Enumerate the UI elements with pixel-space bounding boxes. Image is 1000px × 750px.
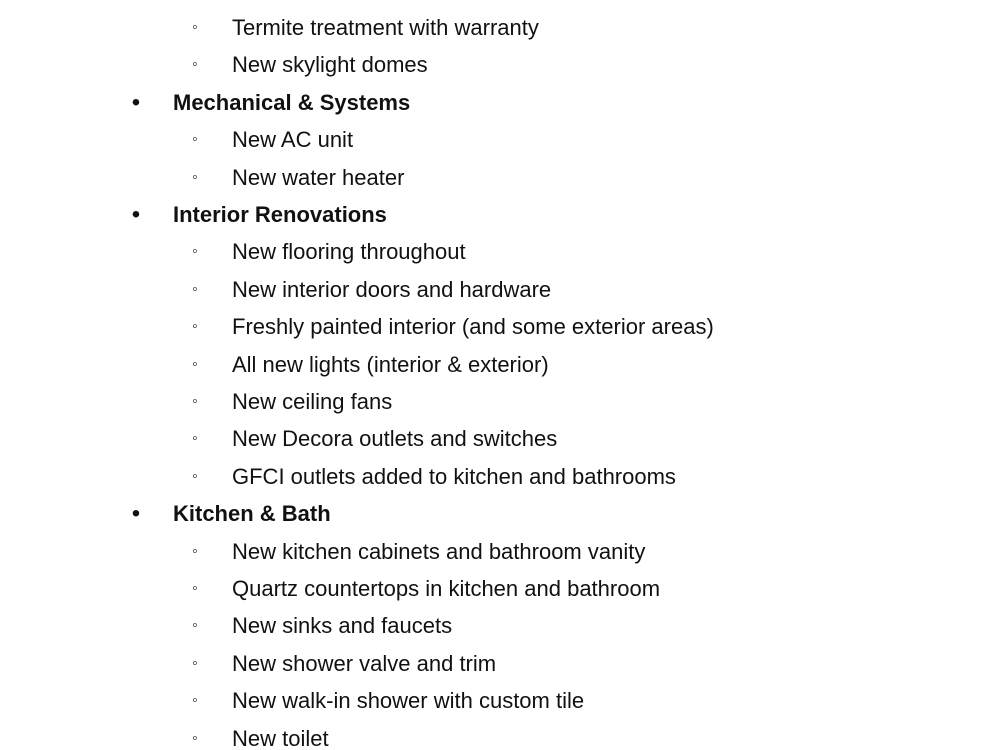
hollow-bullet-icon: ◦: [192, 56, 198, 74]
list-item: [0, 570, 1000, 607]
list-item-text: New ceiling fans: [232, 389, 393, 414]
list-item-text: Termite treatment with warranty: [232, 15, 539, 40]
list-item-text: New Decora outlets and switches: [232, 426, 558, 452]
list-item-text: GFCI outlets added to kitchen and bathrooms: [232, 463, 676, 489]
hollow-bullet-icon: ◦: [192, 168, 198, 186]
bullet-icon: •: [131, 88, 141, 116]
section-heading: [0, 84, 1000, 121]
hollow-bullet-icon: ◦: [192, 243, 198, 261]
bullet-icon: •: [131, 500, 141, 528]
list-item-text: New flooring throughout: [232, 239, 466, 265]
hollow-bullet-icon: ◦: [192, 654, 198, 672]
list-item: [0, 233, 1000, 270]
hollow-bullet-icon: ◦: [192, 692, 198, 710]
list-item-text: New sinks and faucets: [232, 613, 453, 639]
bullet-icon: •: [131, 201, 141, 228]
list-item: [0, 420, 1000, 457]
list-item-text: New walk-in shower with custom tile: [232, 688, 585, 714]
hollow-bullet-icon: ◦: [192, 580, 198, 597]
hollow-bullet-icon: ◦: [192, 617, 198, 635]
list-item: [0, 682, 1000, 719]
list-item: [0, 308, 1000, 345]
list-item-text: New AC unit: [232, 127, 354, 153]
list-item: [0, 46, 1000, 83]
list-item-text: New shower valve and trim: [232, 650, 497, 676]
list-item: [0, 533, 1000, 570]
section-heading: [0, 495, 1000, 532]
list-item: [0, 159, 1000, 196]
list-item: [0, 9, 1000, 46]
list-item-text: New toilet: [232, 725, 329, 750]
hollow-bullet-icon: ◦: [192, 280, 198, 298]
list-item-text: New skylight domes: [232, 52, 428, 78]
list-item-text: Quartz countertops in kitchen and bathroom: [232, 576, 661, 601]
hollow-bullet-icon: ◦: [192, 131, 198, 149]
section-heading: [0, 196, 1000, 233]
list-item-text: All new lights (interior & exterior): [232, 351, 549, 377]
list-item: [0, 458, 1000, 495]
list-item: [0, 121, 1000, 158]
hollow-bullet-icon: ◦: [192, 318, 198, 336]
section-heading-text: Mechanical & Systems: [173, 89, 411, 115]
hollow-bullet-icon: ◦: [192, 729, 198, 747]
list-item: [0, 383, 1000, 420]
list-item: [0, 271, 1000, 308]
hollow-bullet-icon: ◦: [192, 542, 198, 560]
list-item: [0, 720, 1000, 750]
hollow-bullet-icon: ◦: [192, 355, 198, 373]
list-item-text: New interior doors and hardware: [232, 276, 552, 302]
list-item: [0, 645, 1000, 682]
list-item: [0, 607, 1000, 644]
hollow-bullet-icon: ◦: [192, 430, 198, 448]
list-item-text: New kitchen cabinets and bathroom vanity: [232, 538, 646, 564]
list-item-text: Freshly painted interior (and some exterior areas): [232, 314, 714, 340]
hollow-bullet-icon: ◦: [192, 19, 198, 36]
section-heading-text: Interior Renovations: [173, 202, 387, 227]
list-item: [0, 346, 1000, 383]
list-item-text: New water heater: [232, 164, 405, 190]
hollow-bullet-icon: ◦: [192, 467, 198, 485]
section-heading-text: Kitchen & Bath: [173, 501, 331, 527]
hollow-bullet-icon: ◦: [192, 393, 198, 410]
